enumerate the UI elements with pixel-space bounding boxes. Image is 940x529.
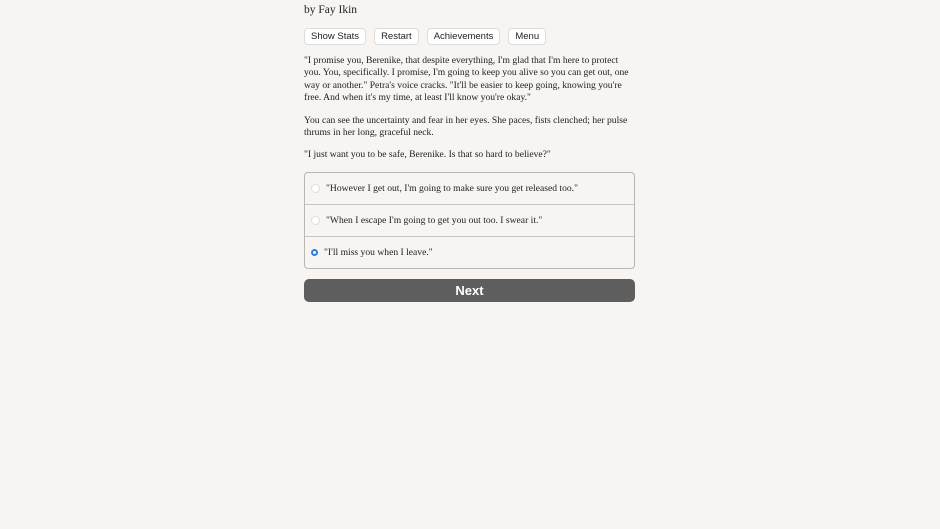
story-paragraph: You can see the uncertainty and fear in her eyes. She paces, fists clenched; her pulse thrums in her long, graceful neck. <box>304 114 628 139</box>
restart-button[interactable]: Restart <box>374 28 419 45</box>
show-stats-button[interactable]: Show Stats <box>304 28 366 45</box>
choice-option[interactable] <box>305 236 634 268</box>
choice-label: "When I escape I'm going to get you out too. I swear it." <box>326 214 543 226</box>
radio-button[interactable] <box>311 216 320 225</box>
story-paragraph: "I promise you, Berenike, that despite everything, I'm glad that I'm here to protect you. You, specifically. I promise, I'm going to keep you alive so you can get out, one way or another." Petra's voice cracks. "It'll be easier to keep going, knowing you're free. And when it's my time, at least I'll know you're okay." <box>304 55 629 104</box>
choice-option[interactable] <box>305 204 634 236</box>
choice-label: "However I get out, I'm going to make sure you get released too." <box>326 182 578 194</box>
author-byline: by Fay Ikin <box>304 4 358 16</box>
radio-button[interactable] <box>311 184 320 193</box>
choice-option[interactable] <box>305 173 634 204</box>
story-paragraph: "I just want you to be safe, Berenike. Is that so hard to believe?" <box>304 149 551 161</box>
story-column <box>304 0 635 302</box>
achievements-button[interactable]: Achievements <box>427 28 501 45</box>
choice-list <box>304 172 635 269</box>
choice-label: "I'll miss you when I leave." <box>324 246 433 258</box>
radio-button-selected[interactable] <box>311 249 318 256</box>
menu-button[interactable]: Menu <box>508 28 546 45</box>
next-button[interactable]: Next <box>304 279 635 302</box>
toolbar <box>304 28 635 45</box>
